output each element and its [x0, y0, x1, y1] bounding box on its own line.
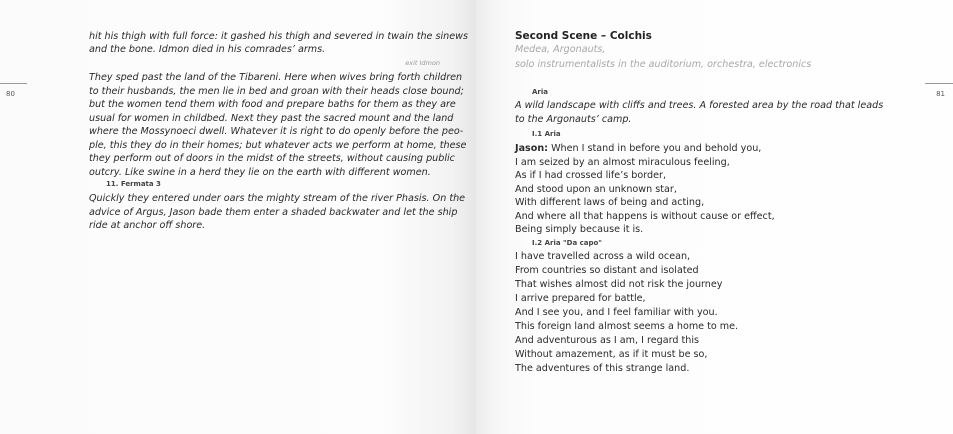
lyric-line: And adventurous as I am, I regard this	[515, 335, 700, 346]
text-line: they perform out of doors in the midst of the streets, without causing public	[89, 153, 455, 164]
setting-line: to the Argonauts’ camp.	[515, 114, 632, 125]
lyric-line: And I see you, and I feel familiar with you.	[515, 307, 718, 318]
text-line: ride at anchor off shore.	[89, 220, 206, 231]
lyric-line: I have travelled across a wild ocean,	[515, 251, 691, 262]
page-number-rule	[925, 83, 953, 84]
lyric-line: And where all that happens is without cause or effect,	[515, 210, 775, 222]
aria-section-label: I.1 Aria	[532, 130, 561, 138]
text-line: They sped past the land of the Tibareni. Here when wives bring forth children	[89, 72, 463, 83]
text-line: usual for women in childbed. Next they past the sacred mount and the land	[89, 112, 454, 124]
text-line: Quickly they entered under oars the mighty stream of the river Phasis. On the	[89, 193, 466, 204]
lyric-line: As if I had crossed life’s border,	[515, 170, 667, 181]
text-line: to their husbands, the men lie in bed and groan with their heads close bound;	[89, 85, 464, 97]
lyric-line: From countries so distant and isolated	[515, 265, 699, 276]
speaker-name: Jason:	[515, 143, 549, 154]
text-line: outcry. Like swine in a herd they lie on the earth with different women.	[89, 166, 431, 178]
lyric-line: That wishes almost did not risk the journey	[515, 279, 723, 290]
lyric-line: I arrive prepared for battle,	[515, 293, 646, 304]
text-line: advice of Argus, Jason bade them enter a shaded backwater and let the ship	[89, 206, 458, 218]
page-number: 80	[6, 90, 15, 98]
text-line: but the women tend them with food and prepare baths for them as they are	[89, 99, 456, 110]
aria-section-label: I.2 Aria "Da capo"	[532, 239, 602, 247]
lyric-line: And stood upon an unknown star,	[515, 183, 677, 195]
lyric-line: With different laws of being and acting,	[515, 197, 705, 208]
cast-line: solo instrumentalists in the auditorium, orchestra, electronics	[515, 59, 812, 70]
lyric-line: The adventures of this strange land.	[515, 363, 690, 374]
lyric-line: Being simply because it is.	[515, 224, 644, 235]
lyric-line: I am seized by an almost miraculous feeling,	[515, 156, 730, 168]
lyric-line: Without amazement, as if it must be so,	[515, 349, 708, 360]
cast-line: Medea, Argonauts,	[515, 44, 606, 55]
left-page	[0, 0, 476, 434]
scene-title: Second Scene – Colchis	[515, 30, 652, 42]
text-line: hit his thigh with full force: it gashed his thigh and severed in twain the sinews	[89, 31, 468, 42]
text-line: and the bone. Idmon died in his comrades’ arms.	[89, 44, 326, 55]
stage-direction-exit: exit Idmon	[405, 59, 440, 67]
lyric-line: This foreign land almost seems a home to me.	[515, 321, 739, 332]
lyric-text: When I stand in before you and behold you,	[548, 143, 762, 154]
aria-label: Aria	[532, 88, 548, 96]
page-number: 81	[936, 90, 945, 98]
section-label: 11. Fermata 3	[106, 180, 161, 188]
text-line: where the Mossynoeci dwell. Whatever it is right to do openly before the peo-	[89, 126, 464, 137]
lyric-line	[515, 142, 761, 155]
page-number-rule	[0, 83, 27, 84]
text-line: ple, this they do in their homes; but whatever acts we perform at home, these	[89, 139, 467, 151]
setting-line: A wild landscape with cliffs and trees. A forested area by the road that leads	[515, 100, 884, 111]
